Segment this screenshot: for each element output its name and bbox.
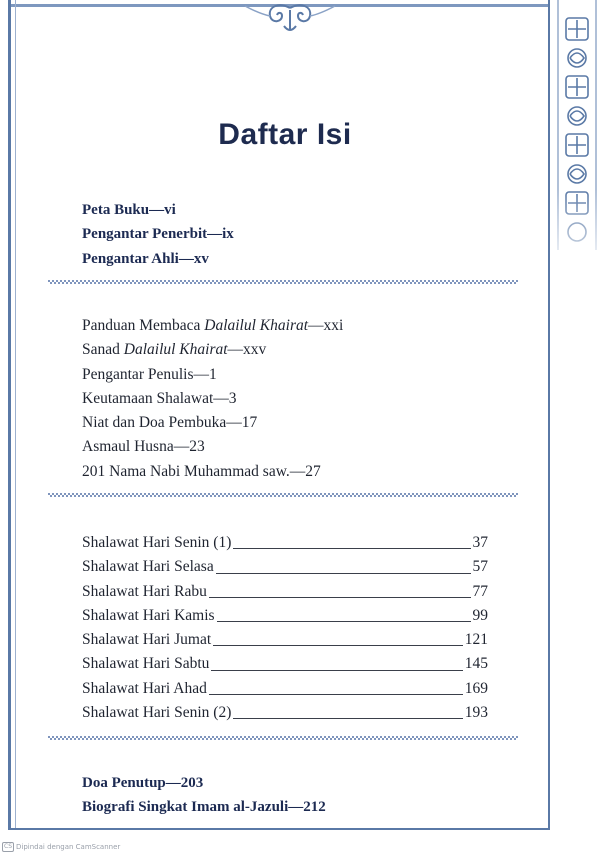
toc-row: Shalawat Hari Sabtu 145 [82,655,488,673]
leader-line [217,621,471,622]
toc-entry: Peta Buku—vi [82,202,176,218]
side-ornament-fade [550,190,600,280]
toc-entry: 201 Nama Nabi Muhammad saw.—27 [82,462,321,480]
toc-entry: Niat dan Doa Pembuka—17 [82,414,258,432]
front-matter-list [82,198,502,271]
toc-row: Shalawat Hari Ahad 169 [82,679,488,697]
toc-row: Shalawat Hari Senin (1) 37 [82,534,488,551]
toc-row: Shalawat Hari Senin (2) 193 [82,704,488,722]
scanner-text: Dipindai dengan CamScanner [16,843,121,851]
toc-entry: Panduan Membaca Dalailul Khairat—xxi [82,317,344,334]
toc-entry: Keutamaan Shalawat—3 [82,389,237,407]
scanner-watermark [2,842,120,852]
toc-row: Shalawat Hari Selasa 57 [82,558,488,576]
toc-row: Shalawat Hari Rabu 77 [82,582,488,600]
intro-list [82,314,502,484]
page-title: Daftar Isi [218,118,352,151]
toc-entry: Biografi Singkat Imam al-Jazuli—212 [82,799,326,816]
leader-line [233,718,462,719]
leader-line [211,670,462,671]
section-divider [48,280,518,284]
back-matter-list [82,771,502,820]
toc-entry: Doa Penutup—203 [82,775,204,791]
toc-row: Shalawat Hari Jumat 121 [82,631,488,649]
toc-entry: Sanad Dalailul Khairat—xxv [82,341,267,359]
leader-line [213,645,463,646]
toc-entry: Pengantar Ahli—xv [82,250,209,267]
camscanner-icon: CS [4,843,12,850]
leader-line [233,548,470,549]
shalawat-list [82,531,488,725]
section-divider [48,493,518,497]
toc-entry: Pengantar Penerbit—ix [82,226,234,243]
top-ornament-icon [240,0,340,38]
leader-line [216,573,471,574]
leader-line [209,694,463,695]
toc-entry: Asmaul Husna—23 [82,438,205,456]
frame-bottom-border [8,828,550,830]
toc-entry: Pengantar Penulis—1 [82,365,217,383]
leader-line [209,597,471,598]
toc-row: Shalawat Hari Kamis 99 [82,606,488,624]
section-divider [48,736,518,740]
